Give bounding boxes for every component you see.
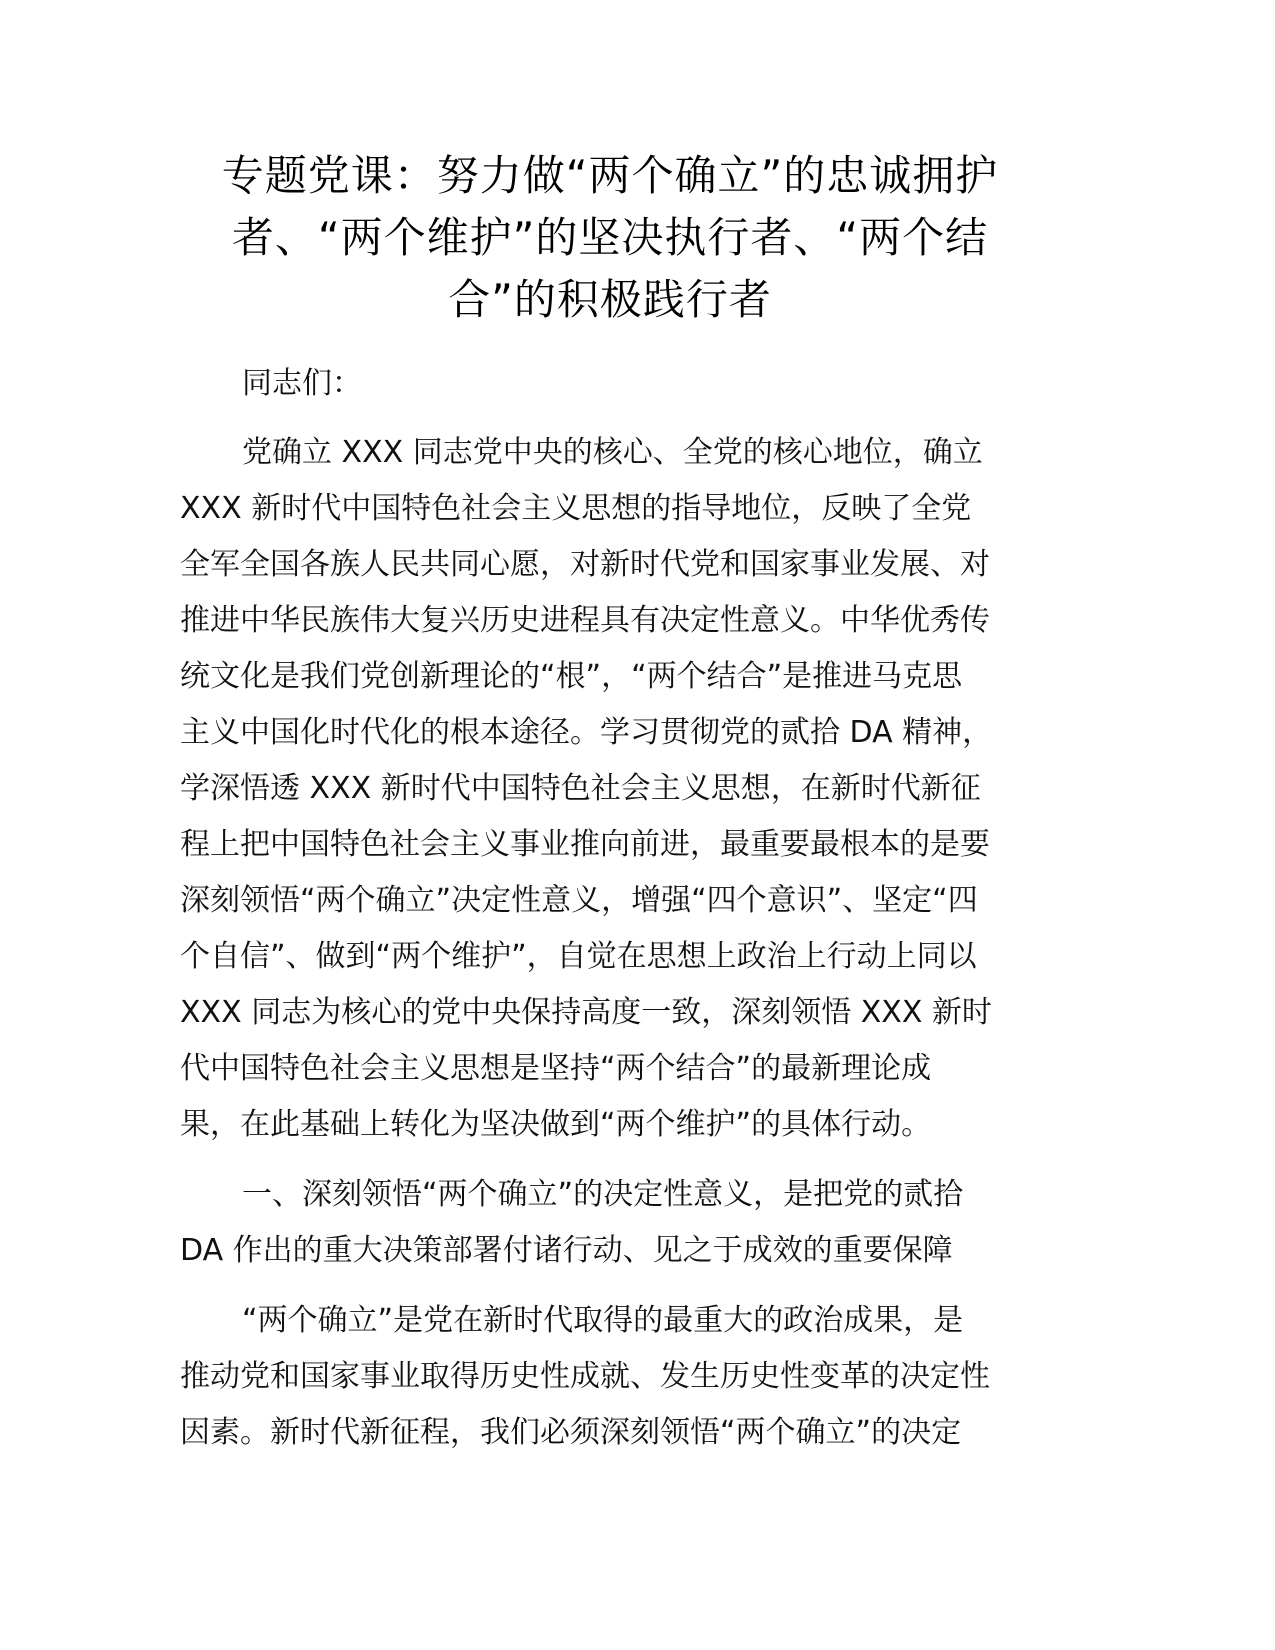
text-line: XXX 新时代中国特色社会主义思想的指导地位，反映了全党 [180,491,972,526]
document-page [180,145,1040,1461]
document-title [180,145,1040,331]
section-heading-1 [180,1167,1040,1279]
text-line: 推动党和国家事业取得历史性成就、发生历史性变革的决定性 [180,1359,990,1394]
text-line: 推进中华民族伟大复兴历史进程具有决定性意义。中华优秀传 [180,603,990,638]
text-line: 个自信”、做到“两个维护”，自觉在思想上政治上行动上同以 [180,939,977,974]
text-line: 党确立 XXX 同志党中央的核心、全党的核心地位，确立 [242,435,983,470]
text-line: 果，在此基础上转化为坚决做到“两个维护”的具体行动。 [180,1107,932,1142]
text-line: 统文化是我们党创新理论的“根”，“两个结合”是推进马克思 [180,659,963,694]
body-paragraph-intro [180,425,1040,1153]
title-line: 专题党课：努力做“两个确立”的忠诚拥护 [221,151,999,200]
text-line: 主义中国化时代化的根本途径。学习贯彻党的贰拾 DA 精神， [180,715,993,750]
text-line: 深刻领悟“两个确立”决定性意义，增强“四个意识”、坚定“四 [180,883,978,918]
body-paragraph-section-1 [180,1293,1040,1461]
text-line: XXX 同志为核心的党中央保持高度一致，深刻领悟 XXX 新时 [180,995,992,1030]
text-line: DA 作出的重大决策部署付诸行动、见之于成效的重要保障 [180,1233,953,1268]
salutation: 同志们： [242,366,362,401]
title-line: 合”的积极践行者 [448,275,772,324]
text-line: 代中国特色社会主义思想是坚持“两个结合”的最新理论成 [180,1051,932,1086]
title-line: 者、“两个维护”的坚决执行者、“两个结 [231,213,989,262]
text-line: 全军全国各族人民共同心愿，对新时代党和国家事业发展、对 [180,547,990,582]
text-line: 程上把中国特色社会主义事业推向前进，最重要最根本的是要 [180,827,990,862]
text-line: “两个确立”是党在新时代取得的最重大的政治成果，是 [242,1303,964,1338]
text-line: 学深悟透 XXX 新时代中国特色社会主义思想，在新时代新征 [180,771,981,806]
text-line: 一、深刻领悟“两个确立”的决定性意义，是把党的贰拾 [242,1177,964,1212]
text-line: 因素。新时代新征程，我们必须深刻领悟“两个确立”的决定 [180,1415,962,1450]
